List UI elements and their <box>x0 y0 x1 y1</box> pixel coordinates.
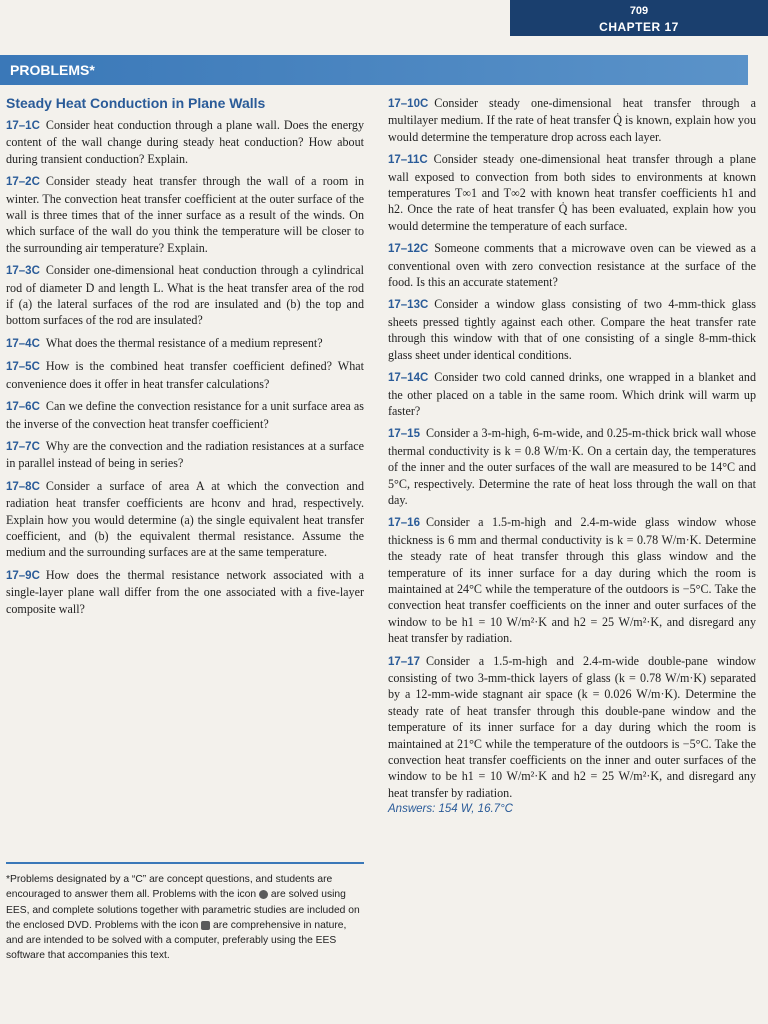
problem-item <box>388 369 756 419</box>
problem-item <box>388 653 756 802</box>
problem-text: Consider a 3-m-high, 6-m-wide, and 0.25-m-thick brick wall whose thermal conductivity is k = 0.8 W/m·K. On a certain day, the temperatures of the inner and the outer surfaces of the wall are measured to be 14°C and 5°C, respectively. Determine the rate of heat loss through the wall on that day. <box>388 426 756 507</box>
problem-item <box>388 296 756 363</box>
right-column <box>388 95 756 815</box>
problem-text: Consider one-dimensional heat conduction through a cylindrical rod of diameter D and length L. What is the heat transfer area of the rod if (a) the lateral surfaces of the rod are insulated and (b) the top and bottom surfaces of the rod are insulated? <box>6 263 364 328</box>
ees-icon <box>259 890 268 899</box>
section-title: Steady Heat Conduction in Plane Walls <box>6 95 266 111</box>
problem-item <box>6 262 364 329</box>
problem-item <box>6 478 364 561</box>
problem-item <box>6 173 364 256</box>
chapter-header-tab <box>510 0 768 36</box>
problem-text: How does the thermal resistance network associated with a single-layer plane wall differ from the one associated with a five-layer composite wall? <box>6 567 364 616</box>
problem-number: 17–9C <box>6 569 40 582</box>
problem-text: Consider a window glass consisting of two 4-mm-thick glass sheets pressed tightly against each other. Compare the heat transfer rate through this window with that of one consisting of a single 8-mm-thick glass sheet under identical conditions. <box>388 297 756 362</box>
footnote-text-3: are comprehensive in nature, and are intended to be solved with a computer, preferably using the EES software that accompanies this text. <box>6 919 347 962</box>
problem-number: 17–3C <box>6 265 40 278</box>
problem-number: 17–12C <box>388 243 429 256</box>
problem-text: Consider heat conduction through a plane wall. Does the energy content of the wall change during steady heat conduction? How about during transient conduction? Explain. <box>6 118 364 166</box>
problem-number: 17–16 <box>388 517 420 530</box>
left-column <box>6 95 364 623</box>
problem-item <box>6 335 364 352</box>
problem-text: Consider steady one-dimensional heat transfer through a plane wall exposed to convection from both sides to environments at known temperatures T∞1 and T∞2 with known heat transfer coefficients h1 and h2. Once the rate of heat transfer Q̇ has been evaluated, explain how you would determine the temperature of each surface. <box>388 152 756 233</box>
problem-text: Can we define the convection resistance for a unit surface area as the inverse of the convection heat transfer coefficient? <box>6 399 364 431</box>
problem-number: 17–17 <box>388 655 420 668</box>
problem-number: 17–14C <box>388 372 429 385</box>
answers-text: Answers: 154 W, 16.7°C <box>388 803 513 816</box>
problem-text: Consider steady heat transfer through the wall of a room in winter. The convection heat transfer coefficient at the outer surface of the wall is three times that of the inner surface as a result of the winds. On which surface of the wall do you think the temperature will be closer to the surrounding air temperature? Explain. <box>6 174 364 255</box>
problem-number: 17–2C <box>6 176 40 189</box>
problem-text: Someone comments that a microwave oven can be viewed as a conventional oven with zero convection resistance at the surface of the food. Is this an accurate statement? <box>388 241 756 290</box>
problem-item <box>6 358 364 392</box>
problem-text: Consider a 1.5-m-high and 2.4-m-wide double-pane window consisting of two 3-mm-thick layers of glass (k = 0.78 W/m·K) separated by a 12-mm-wide stagnant air space (k = 0.026 W/m·K). Determine the steady rate of heat transfer through this double-pane window and the temperature of its inner surface for a day during which the room is maintained at 21°C while the temperature of the outdoors is −5°C. Take the convection heat transfer coefficients on the inner and outer surfaces of the window to be h1 = 10 W/m²·K and h2 = 25 W/m²·K, and disregard any heat transfer by radiation. <box>388 653 756 800</box>
problem-number: 17–15 <box>388 428 420 441</box>
problems-banner: PROBLEMS* <box>0 55 748 85</box>
problem-number: 17–4C <box>6 337 40 350</box>
problem-number: 17–6C <box>6 401 40 414</box>
problem-number: 17–1C <box>6 120 40 132</box>
footnote-text-1: *Problems designated by a “C” are concept questions, and students are encouraged to answer them all. Problems with the icon <box>6 874 333 901</box>
problem-item <box>388 514 756 646</box>
footnote <box>6 862 364 964</box>
problem-item <box>6 438 364 472</box>
problem-item <box>6 117 364 167</box>
problem-text: Why are the convection and the radiation resistances at a surface in parallel instead of being in series? <box>6 438 364 471</box>
problem-text: Consider two cold canned drinks, one wrapped in a blanket and the other placed on a table in the same room. Which drink will warm up faster? <box>388 370 756 418</box>
problem-text: Consider steady one-dimensional heat transfer through a multilayer medium. If the rate of heat transfer Q̇ is known, explain how you would determine the temperature drop across each layer. <box>388 96 756 144</box>
problem-number: 17–5C <box>6 361 40 374</box>
problem-number: 17–11C <box>388 154 428 167</box>
problem-item <box>388 151 756 234</box>
problem-item <box>388 95 756 145</box>
problem-number: 17–13C <box>388 299 429 312</box>
footnote-text-2: are solved using EES, and complete solutions together with parametric studies are included on the enclosed DVD. Problems with the icon <box>6 889 360 931</box>
problem-item <box>6 398 364 432</box>
problem-item <box>388 240 756 290</box>
problem-item <box>6 567 364 617</box>
problem-text: Consider a surface of area A at which the convection and radiation heat transfer coefficients are hconv and hrad, respectively. Explain how you would determine (a) the single equivalent heat transfer coefficient, and (b) the equivalent thermal resistance. Assume the medium and the surrounding surfaces are at the same temperature. <box>6 478 364 560</box>
computer-icon <box>201 921 210 930</box>
problem-number: 17–8C <box>6 480 40 493</box>
page-number: 709 <box>629 5 649 17</box>
right-problem-list <box>388 95 756 801</box>
problem-number: 17–10C <box>388 98 429 110</box>
problem-item <box>388 425 756 508</box>
problem-text: Consider a 1.5-m-high and 2.4-m-wide glass window whose thickness is 6 mm and thermal conductivity is k = 0.78 W/m·K. Determine the steady rate of heat transfer through this glass window and the temperature of its inner surface for a day during which the room is maintained at 24°C while the temperature of the outdoors is −5°C. Take the convection heat transfer coefficients on the inner and outer surfaces of the window to be h1 = 10 W/m²·K and h2 = 25 W/m²·K, and disregard any heat transfer by radiation. <box>388 515 756 646</box>
problem-text: What does the thermal resistance of a medium represent? <box>45 335 323 350</box>
left-problem-list <box>6 117 364 617</box>
chapter-label: CHAPTER 17 <box>599 20 679 34</box>
problem-text: How is the combined heat transfer coefficient defined? What convenience does it offer in heat transfer calculations? <box>6 359 364 391</box>
problem-number: 17–7C <box>6 440 40 453</box>
